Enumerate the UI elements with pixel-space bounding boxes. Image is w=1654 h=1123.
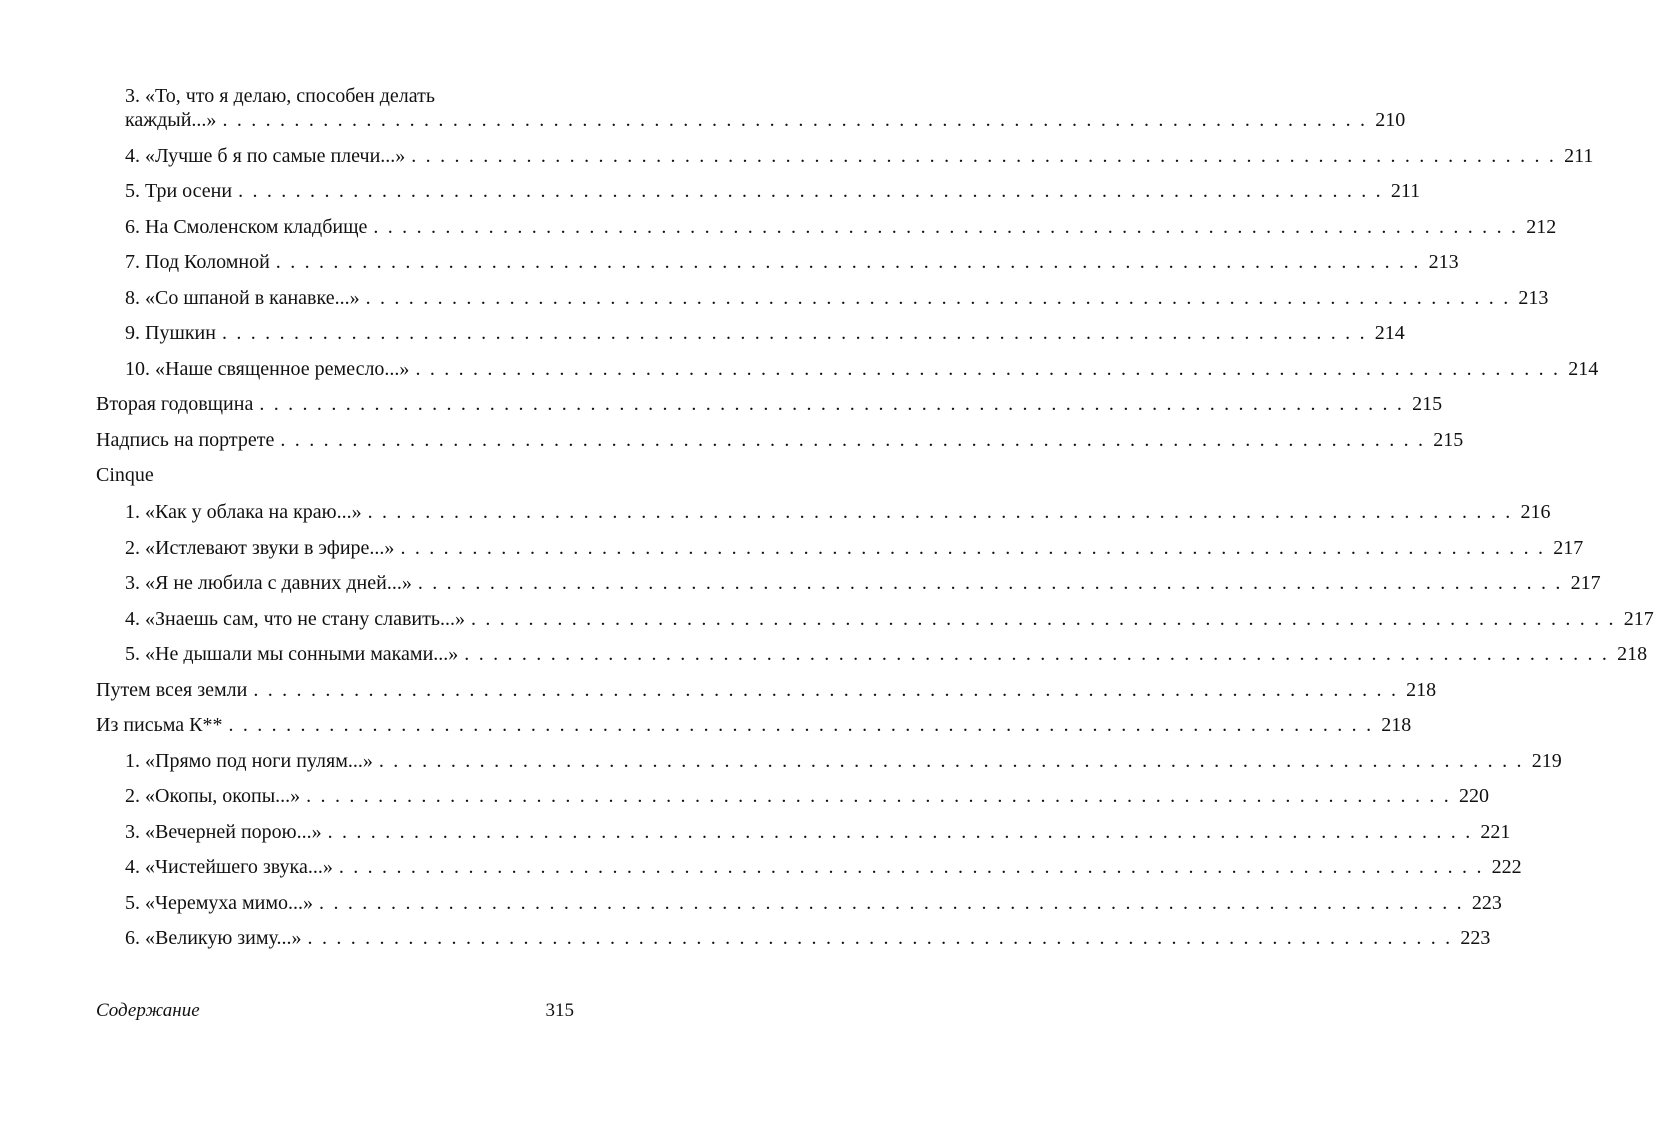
dot-leader: . . . . . . . . . . . . . . . . . . . . . . . . . . . . . . . . . . . . . . . . . . . . . . . . . . . . . . . . . . . . . . . . . . . . . . . . . . . . . . . . [238,180,1383,202]
toc-entry-page: 212 [1526,215,1557,238]
toc-entry-page: 223 [1460,927,1491,949]
toc-entry [96,144,1594,168]
toc-entry-page: 221 [1480,820,1511,843]
toc-entry-title: 5. «Черемуха мимо...» [125,891,314,914]
toc-entry-page: 218 [1406,678,1437,701]
toc-entry-title: 3. «Вечерней порою...» [125,820,322,843]
toc-entry-title: 6. «Великую зиму...» [125,927,302,949]
toc-entry-title: 6. На Смоленском кладбище [125,215,368,238]
toc-entry [96,607,1654,631]
toc-entry-title: 8. «Со шпаной в канавке...» [125,286,360,309]
dot-leader: . . . . . . . . . . . . . . . . . . . . . . . . . . . . . . . . . . . . . . . . . . . . . . . . . . . . . . . . . . . . . . . . . . . . . . . . . . . . . . . . [415,357,1561,380]
page-number: 315 [545,1000,574,1021]
toc-entry-page: 220 [1458,785,1489,807]
dot-leader: . . . . . . . . . . . . . . . . . . . . . . . . . . . . . . . . . . . . . . . . . . . . . . . . . . . . . . . . . . . . . . . . . . . . . . . . . . . . . . . . [307,927,1453,949]
toc-entry-title: Надпись на портрете [96,428,275,451]
dot-leader: . . . . . . . . . . . . . . . . . . . . . . . . . . . . . . . . . . . . . . . . . . . . . . . . . . . . . . . . . . . . . . . . . . . . . . . . . . . . . . . . [365,286,1511,309]
toc-entry [96,749,1562,773]
toc-entry-page: 211 [1564,144,1594,167]
toc-entry-title: 4. «Чистейшего звука...» [125,856,333,878]
toc-entry-page: 215 [1412,393,1443,415]
dot-leader: . . . . . . . . . . . . . . . . . . . . . . . . . . . . . . . . . . . . . . . . . . . . . . . . . . . . . . . . . . . . . . . . . . . . . . . . . . . . . . . . [275,251,1421,273]
toc-entry-page: 222 [1491,856,1522,878]
toc-entry-multiline [96,84,1406,132]
toc-entry-page: 219 [1531,749,1562,772]
toc-entry [96,321,1405,345]
toc-entry-title: 5. «Не дышали мы сонными маками...» [125,643,459,665]
toc-entry-title: 4. «Знаешь сам, что не стану славить...» [125,607,465,630]
dot-leader: . . . . . . . . . . . . . . . . . . . . . . . . . . . . . . . . . . . . . . . . . . . . . . . . . . . . . . . . . . . . . . . . . . . . . . . . . . . . . . . . [470,607,1616,630]
toc-entry-title: 1. «Прямо под ноги пулям...» [125,749,373,772]
toc-entry [96,571,1601,595]
toc-entry-title: 10. «Наше священное ремесло...» [125,357,410,380]
dot-leader: . . . . . . . . . . . . . . . . . . . . . . . . . . . . . . . . . . . . . . . . . . . . . . . . . . . . . . . . . . . . . . . . . . . . . . . . . . . . . . . . [338,856,1484,878]
page-footer [96,1000,574,1022]
toc-entry-title: 2. «Окопы, окопы...» [125,785,301,807]
toc-entry-title-line1: 3. «То, что я делаю, способен делать [125,85,435,107]
toc-entry-title-line2: каждый...» [125,109,217,131]
toc-section-header [96,463,574,487]
toc-entry-page: 214 [1568,357,1599,380]
toc-entry-page: 218 [1617,643,1648,665]
dot-leader: . . . . . . . . . . . . . . . . . . . . . . . . . . . . . . . . . . . . . . . . . . . . . . . . . . . . . . . . . . . . . . . . . . . . . . . . . . . . . . . . [400,536,1546,559]
toc-entry-page: 217 [1553,536,1584,559]
dot-leader: . . . . . . . . . . . . . . . . . . . . . . . . . . . . . . . . . . . . . . . . . . . . . . . . . . . . . . . . . . . . . . . . . . . . . . . . . . . . . . . . [306,785,1451,807]
dot-leader: . . . . . . . . . . . . . . . . . . . . . . . . . . . . . . . . . . . . . . . . . . . . . . . . . . . . . . . . . . . . . . . . . . . . . . . . . . . . . . . . [222,109,1368,131]
toc-entry-page: 216 [1520,501,1551,523]
toc-entry [96,179,1421,203]
toc-entry-page: 213 [1518,286,1549,309]
toc-entry [96,784,1489,808]
toc-entry [96,392,1443,416]
toc-entry-page: 215 [1433,428,1464,451]
dot-leader: . . . . . . . . . . . . . . . . . . . . . . . . . . . . . . . . . . . . . . . . . . . . . . . . . . . . . . . . . . . . . . . . . . . . . . . . . . . . . . . . [228,714,1374,736]
toc-entry [96,926,1491,950]
toc-entry [96,357,1599,381]
toc-entry [96,215,1557,239]
toc-entry-page: 223 [1471,891,1502,914]
table-of-contents [96,84,1654,962]
toc-entry [96,428,1464,452]
toc-entry-title: Вторая годовщина [96,393,254,415]
toc-entry [96,536,1584,560]
toc-entry-title: 7. Под Коломной [125,251,270,273]
toc-entry-page: 217 [1623,607,1654,630]
toc-entry [96,250,1459,274]
toc-entry-title: Из письма К** [96,714,223,736]
toc-entry-page: 210 [1375,109,1406,131]
toc-entry-page: 217 [1570,572,1601,594]
toc-entry [96,642,1648,666]
toc-entry-title: Cinque [96,464,154,486]
toc-entry [96,713,1412,737]
dot-leader: . . . . . . . . . . . . . . . . . . . . . . . . . . . . . . . . . . . . . . . . . . . . . . . . . . . . . . . . . . . . . . . . . . . . . . . . . . . . . . . . [221,322,1367,344]
toc-entry [96,678,1437,702]
toc-entry-page: 213 [1428,251,1459,273]
dot-leader: . . . . . . . . . . . . . . . . . . . . . . . . . . . . . . . . . . . . . . . . . . . . . . . . . . . . . . . . . . . . . . . . . . . . . . . . . . . . . . . . [417,572,1563,594]
dot-leader: . . . . . . . . . . . . . . . . . . . . . . . . . . . . . . . . . . . . . . . . . . . . . . . . . . . . . . . . . . . . . . . . . . . . . . . . . . . . . . . . [411,144,1557,167]
running-footer-title: Содержание [96,1000,200,1021]
toc-entry-title: 3. «Я не любила с давних дней...» [125,572,412,594]
toc-entry-page: 218 [1381,714,1412,736]
toc-entry-title: 9. Пушкин [125,322,216,344]
dot-leader: . . . . . . . . . . . . . . . . . . . . . . . . . . . . . . . . . . . . . . . . . . . . . . . . . . . . . . . . . . . . . . . . . . . . . . . . . . . . . . . . [373,215,1519,238]
dot-leader: . . . . . . . . . . . . . . . . . . . . . . . . . . . . . . . . . . . . . . . . . . . . . . . . . . . . . . . . . . . . . . . . . . . . . . . . . . . . . . . . [319,891,1464,914]
toc-entry [96,286,1549,310]
dot-leader: . . . . . . . . . . . . . . . . . . . . . . . . . . . . . . . . . . . . . . . . . . . . . . . . . . . . . . . . . . . . . . . . . . . . . . . . . . . . . . . . [367,501,1513,523]
toc-entry-title: 5. Три осени [125,180,233,202]
dot-leader: . . . . . . . . . . . . . . . . . . . . . . . . . . . . . . . . . . . . . . . . . . . . . . . . . . . . . . . . . . . . . . . . . . . . . . . . . . . . . . . . [378,749,1524,772]
toc-entry-page: 211 [1390,180,1421,202]
toc-entry-title: Путем всея земли [96,678,248,701]
toc-entry [96,855,1522,879]
dot-leader: . . . . . . . . . . . . . . . . . . . . . . . . . . . . . . . . . . . . . . . . . . . . . . . . . . . . . . . . . . . . . . . . . . . . . . . . . . . . . . . . [259,393,1405,415]
dot-leader: . . . . . . . . . . . . . . . . . . . . . . . . . . . . . . . . . . . . . . . . . . . . . . . . . . . . . . . . . . . . . . . . . . . . . . . . . . . . . . . . [280,428,1426,451]
toc-entry-page: 214 [1374,322,1405,344]
toc-entry-title: 1. «Как у облака на краю...» [125,501,362,523]
toc-entry [96,820,1511,844]
toc-entry-title: 4. «Лучше б я по самые плечи...» [125,144,406,167]
dot-leader: . . . . . . . . . . . . . . . . . . . . . . . . . . . . . . . . . . . . . . . . . . . . . . . . . . . . . . . . . . . . . . . . . . . . . . . . . . . . . . . . [253,678,1399,701]
toc-entry [96,891,1502,915]
toc-entry-list [96,144,1654,951]
toc-entry-title: 2. «Истлевают звуки в эфире...» [125,536,395,559]
toc-entry [96,500,1551,524]
dot-leader: . . . . . . . . . . . . . . . . . . . . . . . . . . . . . . . . . . . . . . . . . . . . . . . . . . . . . . . . . . . . . . . . . . . . . . . . . . . . . . . . [464,643,1610,665]
dot-leader: . . . . . . . . . . . . . . . . . . . . . . . . . . . . . . . . . . . . . . . . . . . . . . . . . . . . . . . . . . . . . . . . . . . . . . . . . . . . . . . . [327,820,1473,843]
